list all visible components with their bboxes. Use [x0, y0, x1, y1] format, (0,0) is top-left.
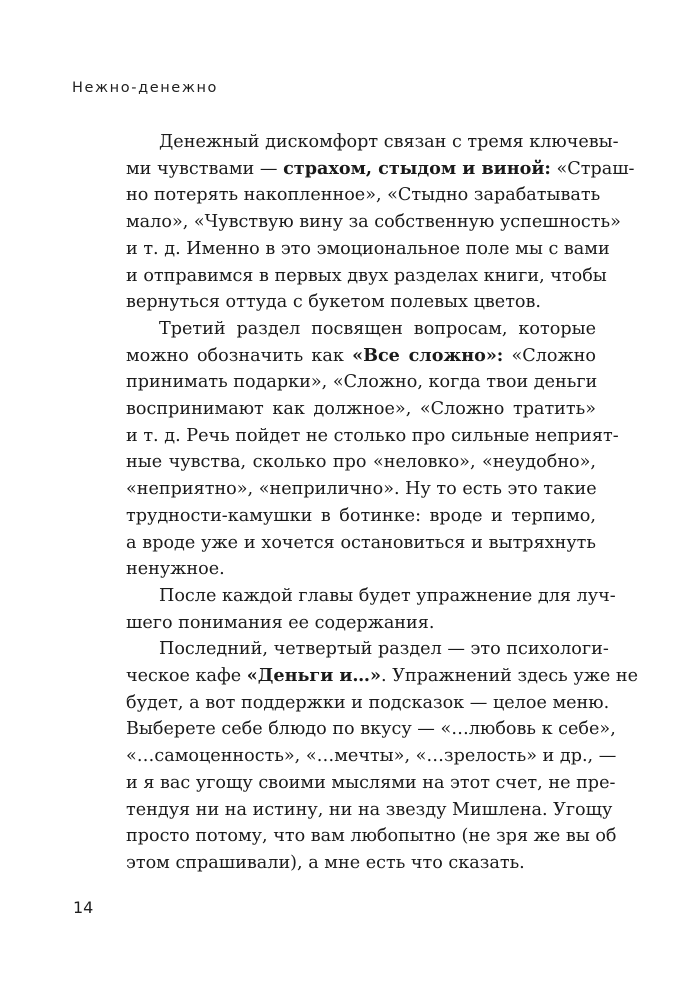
text-line [126, 209, 621, 236]
paragraph [126, 583, 616, 636]
text-segment: а вроде уже и хочется остановиться и вытряхнуть [126, 532, 596, 553]
text-line [126, 423, 619, 450]
text-line [126, 449, 596, 476]
text-segment: шего понимания ее содержания. [126, 612, 435, 633]
text-segment: просто потому, что вам любопытно (не зря же вы об [126, 826, 617, 847]
paragraph [126, 636, 639, 876]
text-segment: но потерять накопленное», «Стыдно зарабатывать [126, 185, 601, 206]
text-segment: трудности-камушки в ботинке: вроде и терпимо, [126, 505, 596, 526]
text-line [126, 129, 619, 156]
running-head: Нежно-денежно [72, 80, 219, 96]
text-segment: вернуться оттуда с букетом полевых цветов. [126, 292, 542, 313]
bold-phrase: «Деньги и…» [246, 665, 382, 687]
text-segment: ненужное. [126, 559, 225, 580]
text-line [126, 503, 596, 530]
text-segment: Последний, четвертый раздел — это психологи- [159, 639, 609, 660]
text-segment: . Упражнений здесь уже не [381, 666, 639, 687]
text-line [126, 850, 596, 877]
text-line [126, 610, 596, 637]
text-line [126, 716, 616, 743]
paragraph [126, 316, 619, 583]
text-line [126, 182, 601, 209]
text-line [126, 316, 596, 343]
text-line [126, 289, 596, 316]
text-segment: «Страш- [550, 158, 635, 179]
text-line [126, 770, 616, 797]
text-segment: Выберете себе блюдо по вкусу — «…любовь к себе», [126, 719, 616, 740]
paragraph [126, 129, 635, 316]
text-segment: «неприятно», «неприлично». Ну то есть это такие [126, 479, 597, 500]
text-segment: и т. д. Речь пойдет не столько про сильные неприят- [126, 425, 619, 446]
text-line [126, 369, 596, 396]
page-number: 14 [73, 898, 94, 917]
text-segment: «Сложно [503, 345, 596, 366]
text-line [126, 530, 596, 557]
text-line [126, 556, 596, 583]
text-line [126, 263, 607, 290]
text-line [126, 823, 617, 850]
text-segment: ные чувства, сколько про «неловко», «неудобно», [126, 452, 596, 473]
text-line [126, 476, 596, 503]
text-line [126, 343, 596, 370]
text-segment: и т. д. Именно в это эмоциональное поле мы с вами [126, 238, 610, 259]
body-text [126, 129, 639, 877]
text-segment: и я вас угощу своими мыслями на этот счет, не пре- [126, 772, 616, 793]
text-line [126, 156, 635, 183]
text-segment: «…самоценность», «…мечты», «…зрелость» и др., — [126, 746, 617, 767]
text-line [126, 743, 617, 770]
text-segment: тендуя ни на истину, ни на звезду Мишлена. Угощу [126, 799, 613, 820]
text-line [126, 663, 639, 690]
text-line [126, 797, 613, 824]
text-line [126, 690, 610, 717]
text-segment: этом спрашивали), а мне есть что сказать. [126, 852, 525, 873]
text-segment: Третий раздел посвящен вопросам, которые [159, 318, 596, 339]
bold-phrase: «Все сложно»: [352, 344, 504, 366]
text-segment: ческое кафе [126, 666, 247, 687]
text-segment: будет, а вот поддержки и подсказок — целое меню. [126, 692, 610, 713]
text-segment: принимать подарки», «Сложно, когда твои деньги [126, 372, 598, 393]
text-segment: После каждой главы будет упражнение для луч- [159, 585, 616, 606]
text-line [126, 583, 616, 610]
bold-phrase: страхом, стыдом и виной: [283, 157, 551, 179]
text-segment: ми чувствами — [126, 158, 284, 179]
text-segment: можно обозначить как [126, 345, 353, 366]
text-line [126, 236, 610, 263]
text-segment: Денежный дискомфорт связан с тремя ключевы- [159, 132, 619, 152]
text-segment: и отправимся в первых двух разделах книги, чтобы [126, 265, 607, 286]
text-line [126, 636, 609, 663]
text-line [126, 396, 596, 423]
text-segment: воспринимают как должное», «Сложно тратить» [126, 399, 596, 420]
text-segment: мало», «Чувствую вину за собственную успешность» [126, 212, 621, 233]
